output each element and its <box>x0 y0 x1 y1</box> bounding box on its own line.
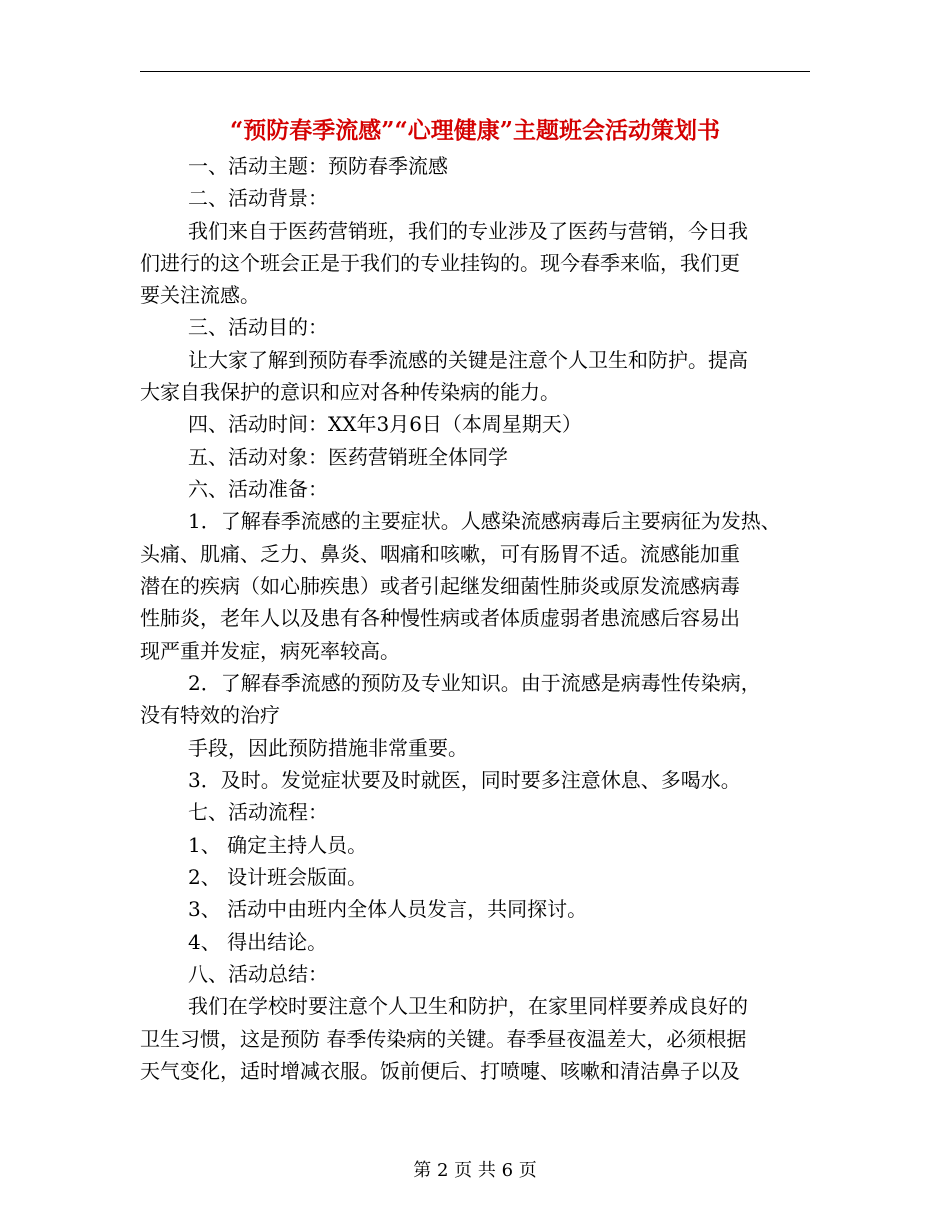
section-heading-process: 七、活动流程： <box>188 800 328 824</box>
paragraph-line: 卫生习惯，这是预防 春季传染病的关键。春季昼夜温差大，必须根据 <box>140 1027 747 1051</box>
section-heading-time: 四、活动时间：XX年3月6日（本周星期天） <box>188 412 582 436</box>
section-heading-summary: 八、活动总结： <box>188 962 328 986</box>
section-heading-purpose: 三、活动目的： <box>188 315 328 339</box>
paragraph-line: 2．了解春季流感的预防及专业知识。由于流感是病毒性传染病， <box>188 671 761 695</box>
section-heading-theme: 一、活动主题：预防春季流感 <box>188 154 448 178</box>
paragraph-line: 大家自我保护的意识和应对各种传染病的能力。 <box>140 380 560 404</box>
paragraph-line: 头痛、肌痛、乏力、鼻炎、咽痛和咳嗽，可有肠胃不适。流感能加重 <box>140 542 740 566</box>
paragraph-line: 潜在的疾病（如心肺疾患）或者引起继发细菌性肺炎或原发流感病毒 <box>140 574 740 598</box>
header-rule <box>140 71 810 72</box>
section-heading-preparation: 六、活动准备： <box>188 477 328 501</box>
section-heading-audience: 五、活动对象：医药营销班全体同学 <box>188 445 508 469</box>
paragraph-line: 手段，因此预防措施非常重要。 <box>188 736 468 760</box>
list-item: 4、 得出结论。 <box>188 930 328 954</box>
paragraph-line: 我们在学校时要注意个人卫生和防护，在家里同样要养成良好的 <box>188 994 748 1018</box>
paragraph-line: 们进行的这个班会正是于我们的专业挂钩的。现今春季来临，我们更 <box>140 251 740 275</box>
paragraph-line: 天气变化，适时增减衣服。饭前便后、打喷嚏、咳嗽和清洁鼻子以及 <box>140 1059 740 1083</box>
paragraph-line: 我们来自于医药营销班，我们的专业涉及了医药与营销，今日我 <box>188 219 748 243</box>
paragraph-line: 现严重并发症，病死率较高。 <box>140 639 400 663</box>
paragraph-line: 要关注流感。 <box>140 283 260 307</box>
section-heading-background: 二、活动背景： <box>188 186 328 210</box>
list-item: 3、 活动中由班内全体人员发言，共同探讨。 <box>188 897 588 921</box>
list-item: 2、 设计班会版面。 <box>188 865 368 889</box>
page-number-footer: 第 2 页 共 6 页 <box>413 1160 537 1181</box>
paragraph-line: 3．及时。发觉症状要及时就医，同时要多注意休息、多喝水。 <box>188 768 741 792</box>
document-title: “预防春季流感”“心理健康”主题班会活动策划书 <box>230 117 720 144</box>
paragraph-line: 1．了解春季流感的主要症状。人感染流感病毒后主要病征为发热、 <box>188 509 781 533</box>
list-item: 1、 确定主持人员。 <box>188 833 368 857</box>
paragraph-line: 没有特效的治疗 <box>140 703 280 727</box>
paragraph-line: 让大家了解到预防春季流感的关键是注意个人卫生和防护。提高 <box>188 348 748 372</box>
paragraph-line: 性肺炎，老年人以及患有各种慢性病或者体质虚弱者患流感后容易出 <box>140 606 740 630</box>
